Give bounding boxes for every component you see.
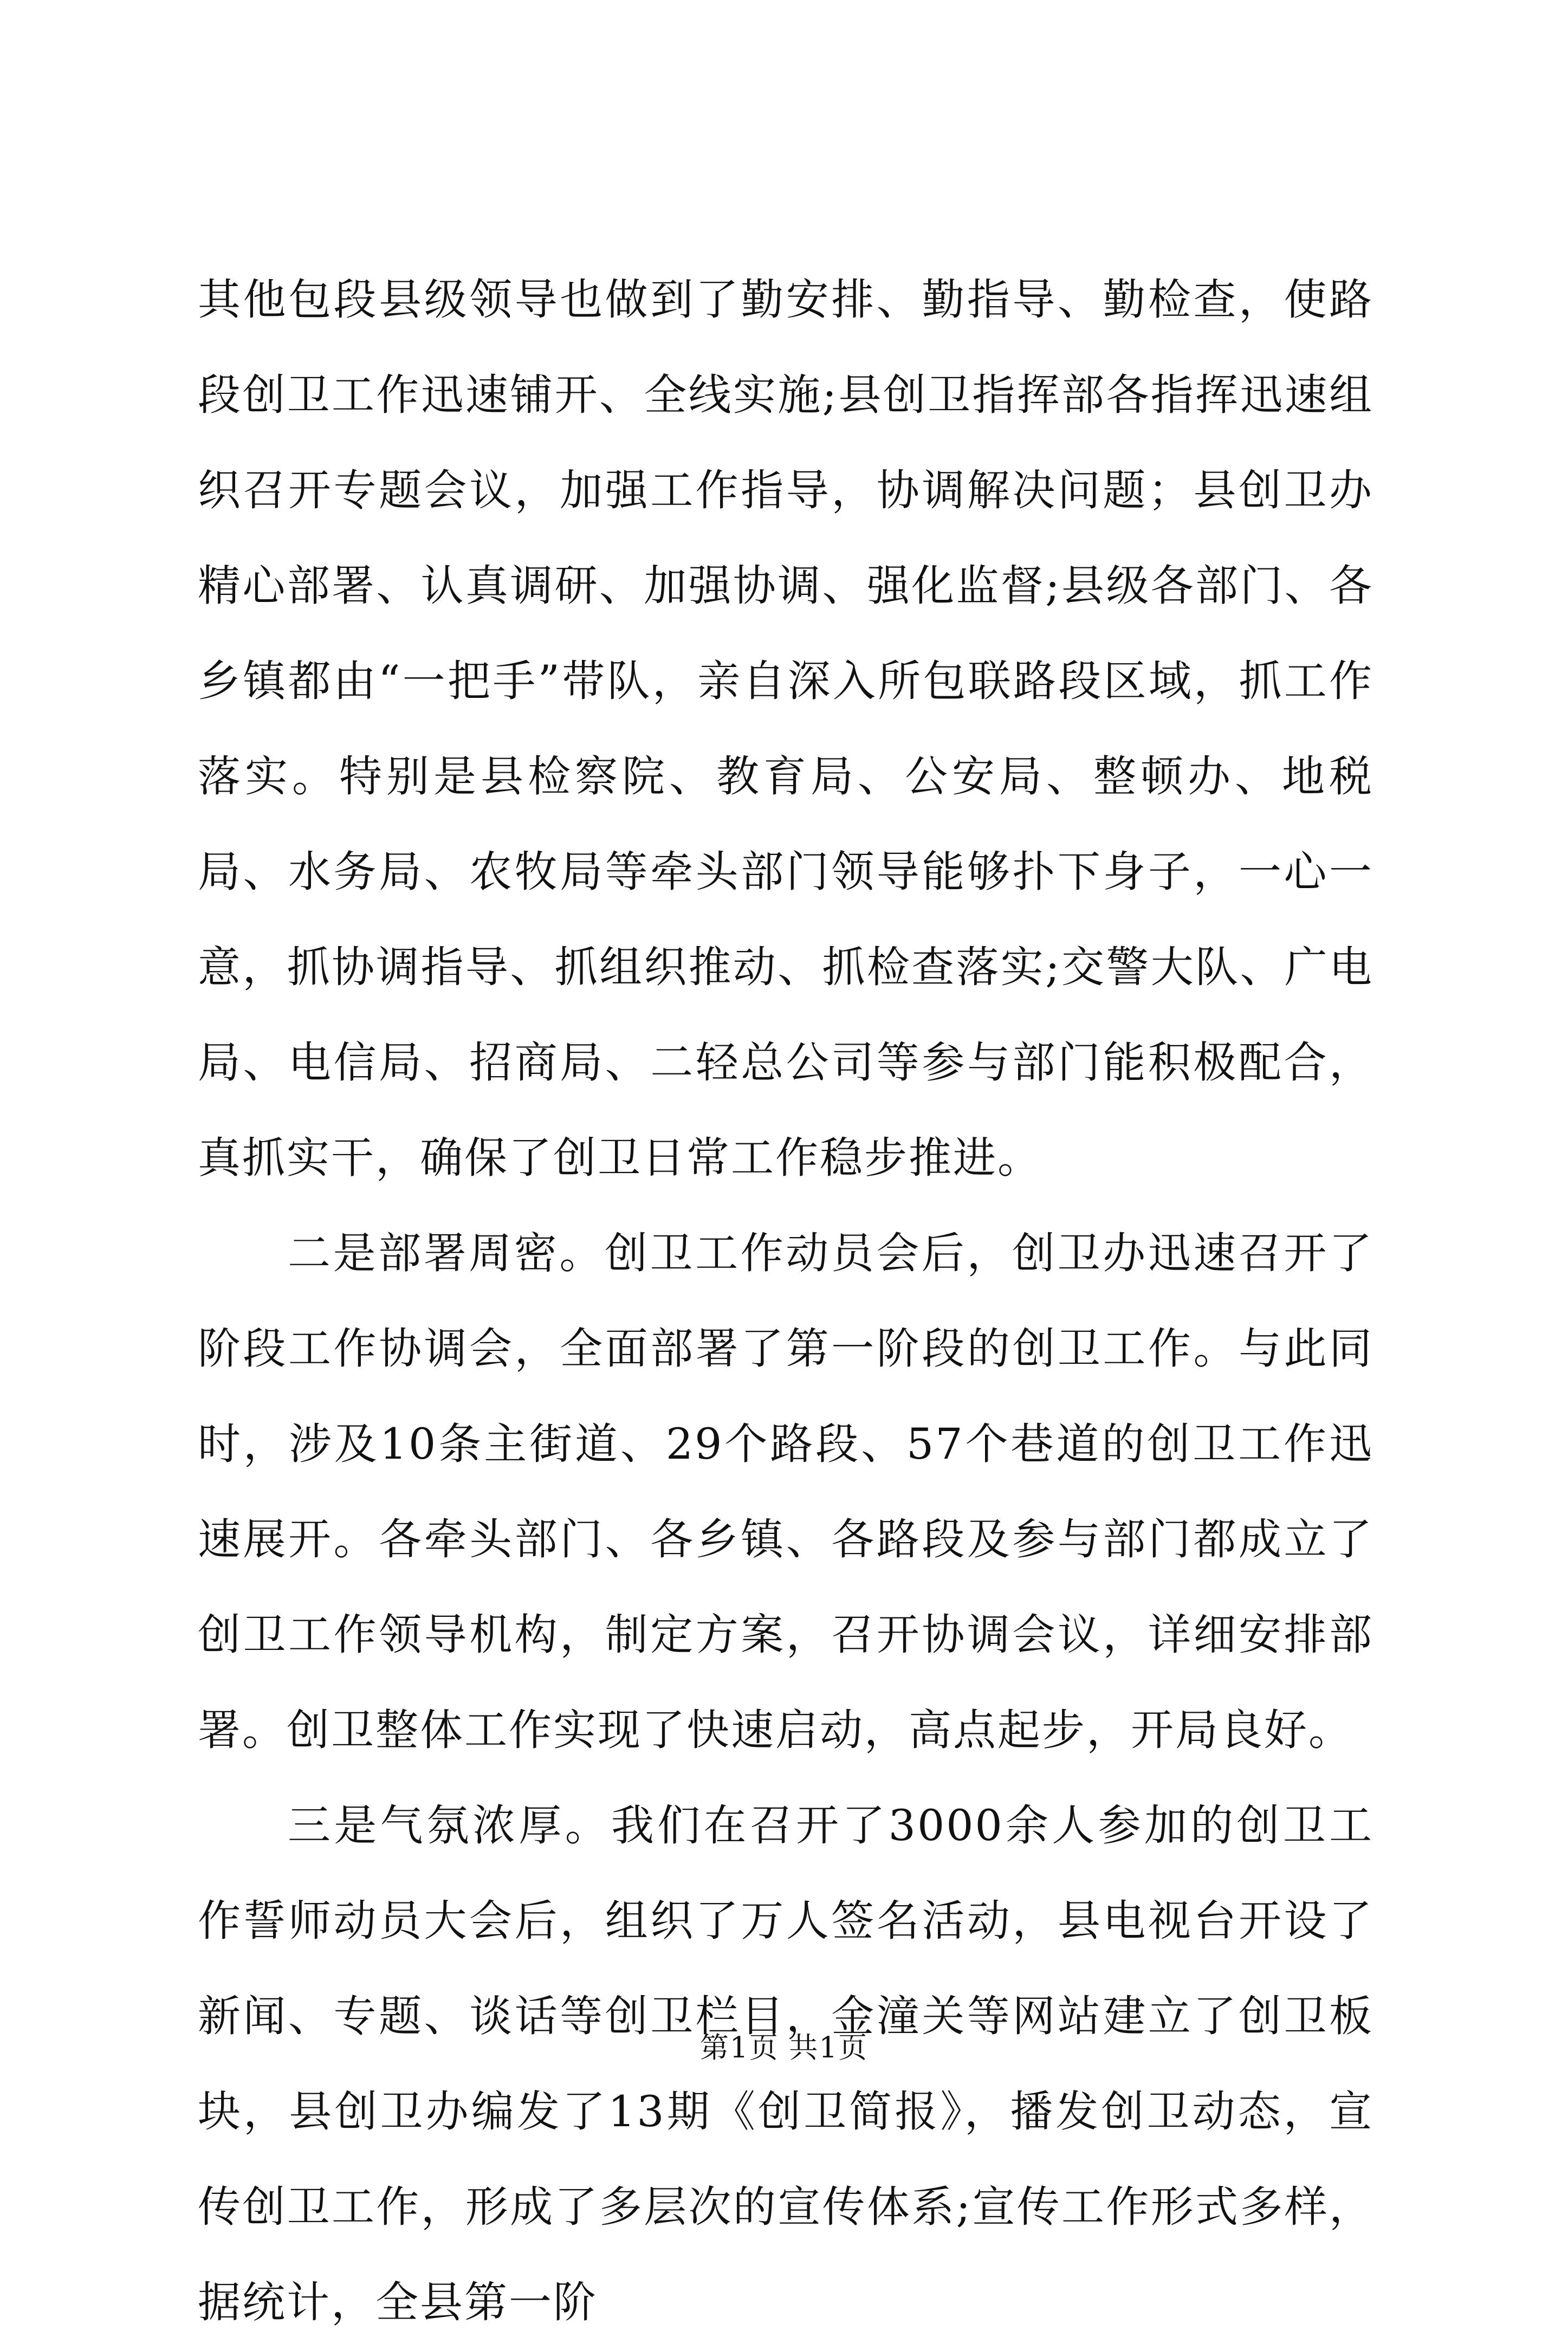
paragraph-continuation: 其他包段县级领导也做到了勤安排、勤指导、勤检查，使路段创卫工作迅速铺开、全线实施;县创卫指挥部各指挥迅速组织召开专题会议，加强工作指导，协调解决问题；县创卫办精心部署、认真调研、加强协调、强化监督;县级各部门、各乡镇都由“一把手”带队，亲自深入所包联路段区域，抓工作落实。特别是县检察院、教育局、公安局、整顿办、地税局、水务局、农牧局等牵头部门领导能够扑下身子，一心一意，抓协调指导、抓组织推动、抓检查落实;交警大队、广电局、电信局、招商局、二轻总公司等参与部门能积极配合，真抓实干，确保了创卫日常工作稳步推进。: [198, 275, 1373, 1183]
page-footer: 第1页 共1页: [699, 2031, 869, 2064]
paragraph-atmosphere: 三是气氛浓厚。我们在召开了3000余人参加的创卫工作誓师动员大会后，组织了万人签名活动，县电视台开设了新闻、专题、谈话等创卫栏目，金潼关等网站建立了创卫板块，县创卫办编发了13期《创卫简报》，播发创卫动态，宣传创卫工作，形成了多层次的宣传体系;宣传工作形式多样，据统计，全县第一阶: [198, 1801, 1373, 2327]
paragraph-deployment: 二是部署周密。创卫工作动员会后，创卫办迅速召开了阶段工作协调会，全面部署了第一阶段的创卫工作。与此同时，涉及10条主街道、29个路段、57个巷道的创卫工作迅速展开。各牵头部门、各乡镇、各路段及参与部门都成立了创卫工作领导机构，制定方案，召开协调会议，详细安排部署。创卫整体工作实现了快速启动，高点起步，开局良好。: [198, 1228, 1373, 1755]
